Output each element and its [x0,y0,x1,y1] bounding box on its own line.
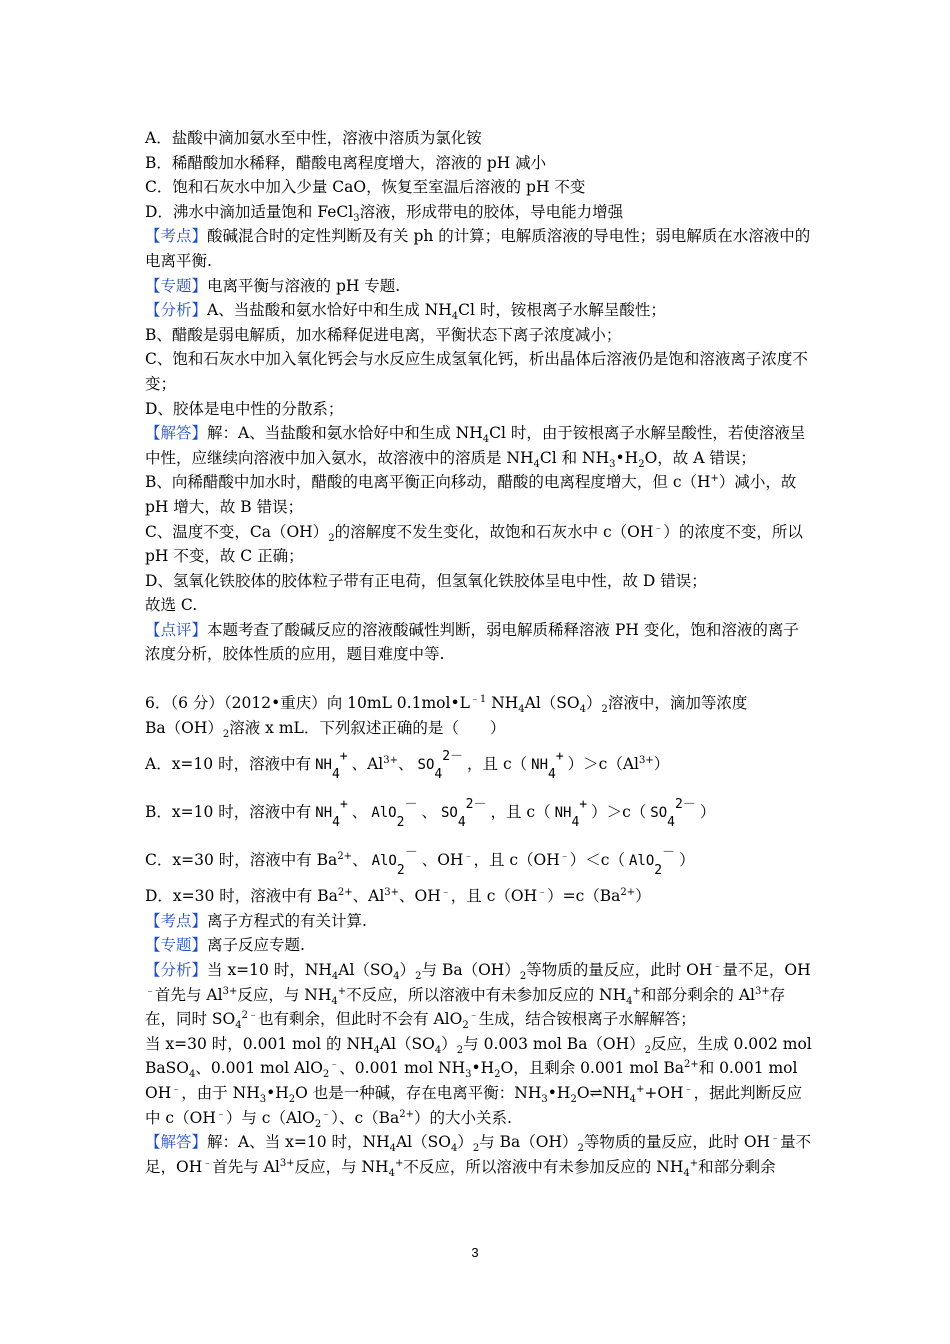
q5-fenxi: 【分析】A、当盐酸和氨水恰好中和生成 $NH_4Cl$ 时，铵根离子水解呈酸性； [145,301,666,323]
q6-fenxi: 【分析】当 x=10 时，$NH_4Al(SO_4)_2$与 $Ba(OH)_2$等物质的量反应，此时 OH﹣量不足，OH﹣首先与 $Al^{3+}$反应，与 $NH_4^+$不反应，所以溶液中有未参加反应的 $NH_4^+$和部分剩余的 $Al^{3+}$存在，同时 $SO_4^{2﹣}$也有剩余，但此时不会有 AlO$_2$﹣生成，结合铵根离子水解解答； [145,960,811,1032]
q5-jieda-b: B、向稀醋酸中加水时，醋酸的电离平衡正向移动，醋酸的电离程度增大，但 c（H+）减小，故 pH 增大，故 B 错误； [145,473,797,516]
q6-option-b: B．x=10 时，溶液中有 NH4+ 、 AlO2－ 、 SO42－ ，且 c（ NH4+ ）＞c（ SO42－ ） [145,797,716,831]
q6-kaodian: 【考点】离子方程式的有关计算. [145,911,367,930]
fenxi-tag: 【分析】 [145,301,208,320]
q5-fenxi-b: B、醋酸是弱电解质，加水稀释促进电离，平衡状态下离子浓度减小； [145,325,622,344]
zhuanti-tag: 【专题】 [145,276,208,295]
q6-stem-2: $Ba(OH)_2$溶液 x mL．下列叙述正确的是（ ） [145,718,506,740]
q5-zhuanti: 【专题】电离平衡与溶液的 pH 专题. [145,276,401,295]
fenxi-tag: 【分析】 [145,961,208,980]
q5-kaodian: 【考点】酸碱混合时的定性判断及有关 ph 的计算；电解质溶液的导电性；弱电解质在水溶液中的电离平衡. [145,227,811,270]
q6-option-c: C．x=30 时，溶液中有 $Ba^{2+}$、 AlO2－ 、OH﹣，且 c（OH﹣）＜c（ AlO2－ ） [145,845,695,879]
kaodian-tag: 【考点】 [145,227,208,246]
q5-dianping: 【点评】本题考查了酸碱反应的溶液酸碱性判断，弱电解质稀释溶液 PH 变化，饱和溶液的离子浓度分析，胶体性质的应用，题目难度中等. [145,620,799,664]
q5-option-b: B．稀醋酸加水稀释，醋酸电离程度增大，溶液的 pH 减小 [145,153,547,172]
q5-option-d: D．沸水中滴加适量饱和 FeCl$_3$溶液，形成带电的胶体，导电能力增强 [145,202,624,224]
q6-jieda: 【解答】解：A、当 x=10 时，$NH_4Al(SO_4)_2$与 $Ba(OH)_2$等物质的量反应，此时 OH﹣量不足，OH﹣首先与 $Al^{3+}$反应，与 $NH_4^+$不反应，所以溶液中有未参加反应的 $NH_4^+$和部分剩余 [145,1133,812,1179]
q5-jieda-c: C、温度不变，$Ca(OH)_2$的溶解度不发生变化，故饱和石灰水中 c（OH﹣）的浓度不变，所以 pH 不变，故 C 正确； [145,522,803,566]
page-content [145,126,813,1179]
q5-fenxi-c: C、饱和石灰水中加入氧化钙会与水反应生成氢氧化钙，析出晶体后溶液仍是饱和溶液离子浓度不变； [145,350,808,393]
question-gap [145,667,813,691]
q6-option-a: A．x=10 时，溶液中有 NH4+ 、$Al^{3+}$、 SO42－ ，且 c（ $NH4+ )>c(Al^{3+})$ [145,749,670,783]
formula-so4: SO42－ [440,797,487,831]
q5-fenxi-d: D、胶体是电中性的分散系； [145,399,344,418]
q5-option-a: A．盐酸中滴加氨水至中性，溶液中溶质为氯化铵 [145,129,482,147]
zhuanti-tag: 【专题】 [145,936,208,955]
page-number: 3 [471,1245,479,1260]
q5-jieda-d: D、氢氧化铁胶体的胶体粒子带有正电荷，但氢氧化铁胶体呈电中性，故 D 错误； [145,571,707,590]
formula-so4: SO42－ [417,749,464,783]
q5-jieda-a: 【解答】解：A、当盐酸和氨水恰好中和生成 $NH_4Cl$ 时，由于铵根离子水解呈酸性，若使溶液呈中性，应继续向溶液中加入氨水，故溶液中的溶质是 $NH_4Cl$ 和 $NH_3•H_2O$，故 A 错误； [145,424,806,470]
q6-option-d: D．x=30 时，溶液中有 $Ba^{2+}$、$Al^{3+}$、OH﹣，且 $c(OH^﹣)=c(Ba^{2+})$ [145,887,651,906]
q6-zhuanti: 【专题】离子反应专题. [145,936,305,955]
formula-alo2: AlO2－ [628,845,676,879]
jieda-tag: 【解答】 [145,1133,208,1152]
formula-alo2: AlO2－ [371,845,418,879]
q6-stem: 6．（6 分）（2012•重庆）向 10mL $0.1mol•L^{﹣1}$ $NH_4Al(SO_4)_2$溶液中，滴加等浓度 [145,693,748,716]
q6-fenxi-2: 当 x=30 时，0.001 mol 的 $NH_4Al(SO_4)_2$与 0.003 mol $Ba(OH)_2$反应，生成 0.002 mol BaSO$_4$、0.001 mol AlO$_2$﹣、0.001 mol $NH_3•H_2O$，且剩余 0.001 mol $Ba^{2+}$和 0.001 mol OH﹣，由于 $NH_3•H_2O$ 也是一种碱，存在电离平衡：$NH_3•H_2O\rightleftharpoons NH_4^++OH^﹣$，据此判断反应中 c（OH﹣）与 c（AlO$_2$﹣）、$c(Ba^{2+})$的大小关系. [145,1034,812,1130]
formula-nh4: NH4+ [531,749,564,783]
kaodian-tag: 【考点】 [145,911,208,930]
q5-jieda-end: 故选 C. [145,596,198,615]
jieda-tag: 【解答】 [145,424,208,443]
formula-alo2: AlO2－ [371,797,418,831]
formula-so4: SO42－ [650,797,696,831]
q5-option-c: C．饱和石灰水中加入少量 CaO，恢复至室温后溶液的 pH 不变 [145,178,586,197]
formula-nh4: NH4+ [315,797,348,831]
formula-nh4: NH4+ [315,749,348,783]
formula-nh4: NH4+ [554,797,588,831]
dianping-tag: 【点评】 [145,620,208,639]
